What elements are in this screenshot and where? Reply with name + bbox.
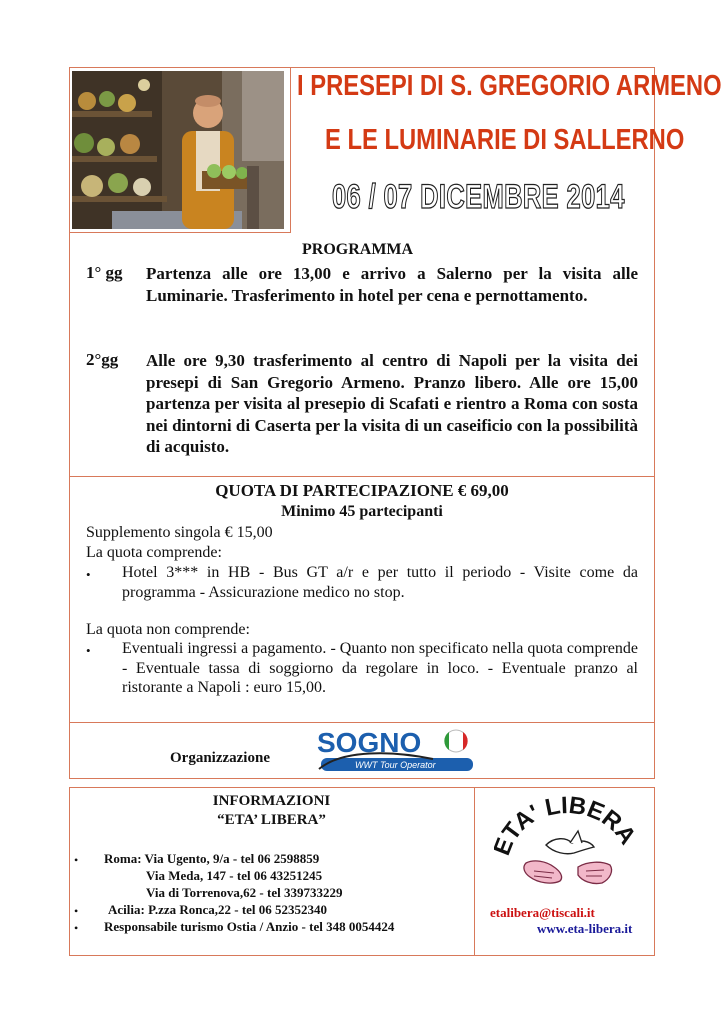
divider	[290, 67, 291, 233]
divider	[69, 476, 655, 477]
info-title: INFORMAZIONI	[212, 793, 331, 809]
bullet-icon: •	[86, 643, 91, 658]
day-description: Alle ore 9,30 trasferimento al centro di Napoli per la visita dei presepi di San Gregorio Armeno. Pranzo libero. Alle ore 15,00 partenza per visita al presepio di Scafati e rientro a Roma con sosta nei dintorni di Caserta per la visita di un caseificio con la possibilità di acquisto.	[146, 351, 638, 456]
minimum-participants: Minimo 45 partecipanti	[281, 503, 443, 520]
sogno-logo-text: SOGNO	[317, 727, 422, 758]
organizer-label: Organizzazione	[170, 750, 270, 766]
bullet-icon: •	[86, 567, 91, 582]
sogno-logo-subtext: WWT Tour Operator	[355, 760, 436, 770]
sogno-logo	[313, 725, 477, 775]
price-title: QUOTA DI PARTECIPAZIONE € 69,00	[215, 481, 509, 500]
contact-line: Roma: Via Ugento, 9/a - tel 06 2598859	[104, 851, 320, 866]
excludes-text: Eventuali ingressi a pagamento. - Quanto non specificato nella quota comprende - Eventuale tassa di soggiorno da regolare in loco. - Eventuale pranzo al ristorante a Napoli : euro 15,00.	[122, 640, 638, 696]
includes-label: La quota comprende:	[86, 544, 222, 561]
presepe-photo	[72, 71, 284, 229]
day-label: 1° gg	[86, 263, 123, 282]
info-subtitle: “ETA’ LIBERA”	[217, 812, 326, 828]
contact-line: Via di Torrenova,62 - tel 339733229	[146, 885, 343, 900]
bullet-icon: •	[74, 921, 79, 935]
contact-line: Acilia: P.zza Ronca,22 - tel 06 52352340	[108, 902, 328, 917]
divider	[69, 232, 291, 233]
contact-email[interactable]: etalibera@tiscali.it	[490, 905, 595, 920]
contact-line: Via Meda, 147 - tel 06 43251245	[146, 868, 323, 883]
event-subtitle: E LE LUMINARIE DI SALLERNO	[325, 124, 685, 156]
event-date: 06 / 07 DICEMBRE 2014	[332, 178, 625, 216]
bullet-icon: •	[74, 904, 79, 918]
day-description: Partenza alle ore 13,00 e arrivo a Salerno per la visita alle Luminarie. Trasferimento in hotel per cena e pernottamento.	[146, 264, 638, 305]
bullet-icon: •	[74, 853, 79, 867]
single-supplement: Supplemento singola € 15,00	[86, 524, 273, 541]
website-link[interactable]: www.eta-libera.it	[537, 921, 633, 936]
divider	[474, 787, 475, 956]
eta-libera-logo-text: TA' LIBERA	[497, 793, 640, 850]
excludes-label: La quota non comprende:	[86, 621, 250, 638]
program-heading: PROGRAMMA	[302, 241, 414, 258]
day-label: 2°gg	[86, 350, 119, 369]
event-title: I PRESEPI DI S. GREGORIO ARMENO	[297, 70, 722, 102]
eta-libera-logo	[494, 793, 640, 895]
includes-text: Hotel 3*** in HB - Bus GT a/r e per tutto il periodo - Visite come da programma - Assicurazione medico no stop.	[122, 564, 638, 601]
contact-line: Responsabile turismo Ostia / Anzio - tel 348 0054424	[104, 919, 395, 934]
